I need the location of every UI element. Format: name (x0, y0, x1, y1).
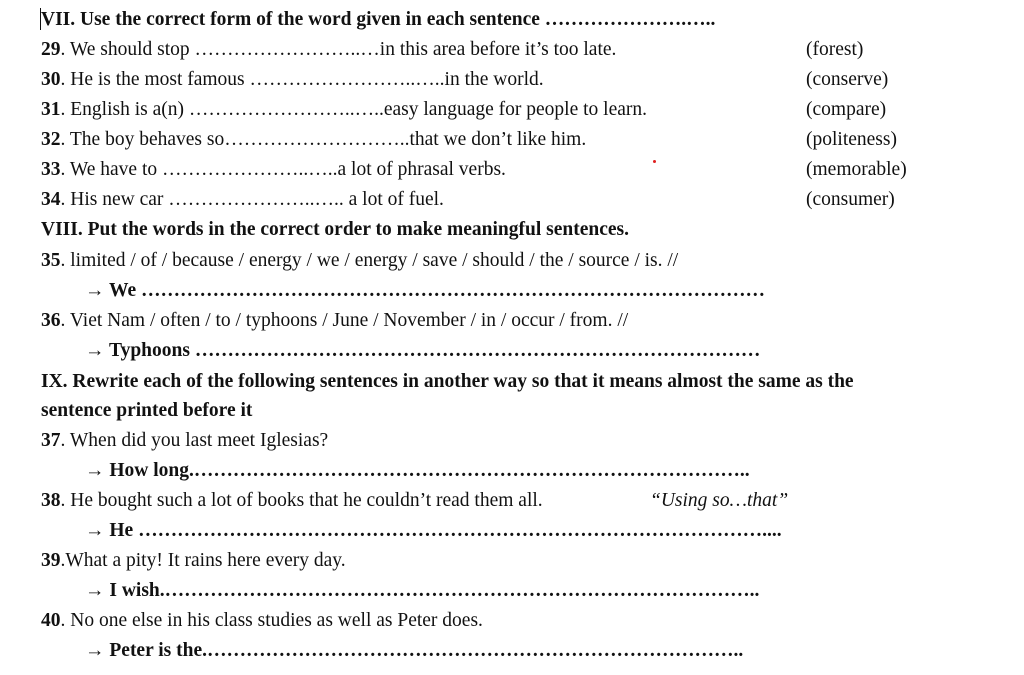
section-8-heading: VIII. Put the words in the correct order to make meaningful sentences. (41, 219, 629, 240)
red-dot-mark (653, 160, 656, 163)
question-text: . We have to …………………..…..a lot of phrasal verbs. (60, 159, 506, 180)
answer-line-36: → Typhoons …………………………………………………………………………… (85, 340, 761, 361)
hint-32: (politeness) (806, 129, 897, 150)
question-number: 37 (41, 430, 61, 451)
hint-34: (consumer) (806, 189, 895, 210)
hint-38: “Using so…that” (650, 490, 789, 511)
question-number: 32 (41, 129, 61, 150)
question-text: . No one else in his class studies as well as Peter does. (60, 610, 483, 631)
question-40 (41, 609, 483, 633)
question-33 (41, 158, 506, 182)
question-39 (41, 549, 346, 573)
hint-30: (conserve) (806, 69, 889, 90)
answer-line-35: → We …………………………………………………………………………………… (85, 280, 765, 301)
question-text: . He is the most famous ……………………..…..in the world. (60, 69, 544, 90)
question-30 (41, 68, 544, 92)
question-text: . The boy behaves so………………………..that we don’t like him. (60, 129, 587, 150)
answer-line-40: → Peter is the.……………………………………………………………………….. (85, 640, 744, 661)
question-35 (41, 249, 678, 273)
section-9-heading: IX. Rewrite each of the following sentences in another way so that it means almost the same as the (41, 371, 854, 392)
question-text: . When did you last meet Iglesias? (60, 430, 329, 451)
section-7-heading: VII. Use the correct form of the word given in each sentence ………………….….. (41, 9, 716, 30)
question-36 (41, 309, 628, 333)
question-text: . We should stop ……………………..…in this area before it’s too late. (60, 39, 617, 60)
hint-31: (compare) (806, 99, 887, 120)
section-9-heading-cont: sentence printed before it (41, 400, 253, 421)
question-number: 35 (41, 250, 61, 271)
question-number: 31 (41, 99, 61, 120)
question-29 (41, 38, 616, 62)
question-37 (41, 429, 328, 453)
answer-line-38: → He …………………………………………………………………………………….... (85, 520, 782, 541)
question-number: 29 (41, 39, 61, 60)
question-number: 30 (41, 69, 61, 90)
answer-line-39: → I wish.……………………………………………………………………………….. (85, 580, 760, 601)
question-34 (41, 188, 444, 212)
question-38 (41, 489, 543, 513)
question-number: 39 (41, 550, 61, 571)
hint-33: (memorable) (806, 159, 907, 180)
question-text: . English is a(n) ……………………..…..easy language for people to learn. (60, 99, 647, 120)
question-number: 36 (41, 310, 61, 331)
question-31 (41, 98, 647, 122)
question-text: . limited / of / because / energy / we / energy / save / should / the / source / is. // (60, 250, 679, 271)
question-number: 38 (41, 490, 61, 511)
question-32 (41, 128, 586, 152)
question-text: . He bought such a lot of books that he couldn’t read them all. (60, 490, 543, 511)
question-text: . Viet Nam / often / to / typhoons / June / November / in / occur / from. // (60, 310, 629, 331)
question-text: . His new car …………………..….. a lot of fuel. (60, 189, 444, 210)
question-number: 40 (41, 610, 61, 631)
question-text: .What a pity! It rains here every day. (60, 550, 346, 571)
question-number: 33 (41, 159, 61, 180)
question-number: 34 (41, 189, 61, 210)
answer-line-37: → How long.………………………………………………………………………….. (85, 460, 750, 481)
hint-29: (forest) (806, 39, 864, 60)
